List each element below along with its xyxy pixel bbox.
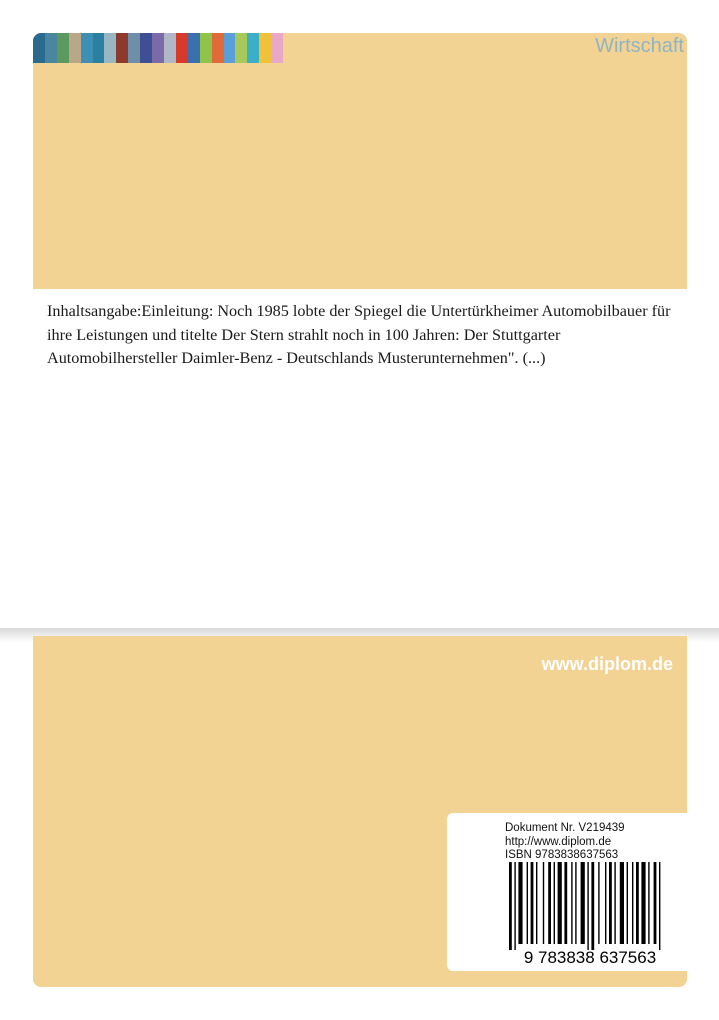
stripe-6 [104,33,116,63]
color-stripes [33,33,283,63]
stripe-9 [140,33,152,63]
barcode-bar [581,862,585,944]
barcode-bar [591,862,594,950]
barcode-bar [536,862,537,944]
isbn-line: ISBN 9783838637563 [505,849,619,861]
stripe-3 [69,33,81,63]
stripe-5 [93,33,105,63]
barcode-bar [548,862,551,944]
stripe-13 [188,33,200,63]
barcode-bars [509,862,660,950]
stripe-7 [116,33,128,63]
barcode-bar [620,862,624,944]
stripe-2 [57,33,69,63]
barcode-bar [605,862,606,944]
barcode-bar [598,862,599,944]
stripe-19 [259,33,271,63]
stripe-20 [271,33,283,63]
barcode-bar [514,862,515,950]
stripe-11 [164,33,176,63]
abstract-text: Inhaltsangabe:Einleitung: Noch 1985 lobte der Spiegel die Untertürkheimer Automobilbauer für ihre Leistungen und titelte Der Stern strahlt noch in 100 Jahren: Der Stuttgarter Automobilhersteller Daimler-Benz - Deutschlands Musterunternehmen". (...) [47,302,671,367]
barcode-bar [554,862,555,944]
barcode-bar [659,862,660,950]
stripe-16 [224,33,236,63]
barcode-bar [627,862,628,944]
barcode-bar [632,862,633,944]
stripe-4 [81,33,93,63]
barcode-bar [518,862,522,944]
barcode-bar [641,862,645,944]
stripe-17 [235,33,247,63]
document-number: Dokument Nr. V219439 [505,822,625,834]
barcode-bar [648,862,649,944]
barcode-bar [636,862,639,944]
stripe-0 [33,33,45,63]
stripe-10 [152,33,164,63]
barcode-digits: 9 783838 637563 [523,948,657,966]
website-link: http://www.diplom.de [505,835,612,848]
category-label: Wirtschaft [595,35,684,57]
stripe-12 [176,33,188,63]
top-cover-panel [33,33,687,289]
barcode-bar [527,862,528,944]
barcode-bar [609,862,612,944]
barcode-bar [564,862,567,944]
stripe-14 [200,33,212,63]
stripe-8 [128,33,140,63]
barcode-bar [614,862,615,944]
barcode-bar [587,862,588,950]
stripe-1 [45,33,57,63]
barcode-bar [543,862,544,944]
barcode-bar [571,862,572,944]
barcode-bar [531,862,534,944]
barcode-info [505,822,625,863]
barcode-image [505,862,675,966]
barcode-bar [509,862,512,950]
barcode-bar [654,862,657,944]
stripe-15 [212,33,224,63]
stripe-18 [247,33,259,63]
barcode-bar [558,862,562,944]
publisher-url: www.diplom.de [541,654,673,674]
barcode-bar [575,862,576,944]
